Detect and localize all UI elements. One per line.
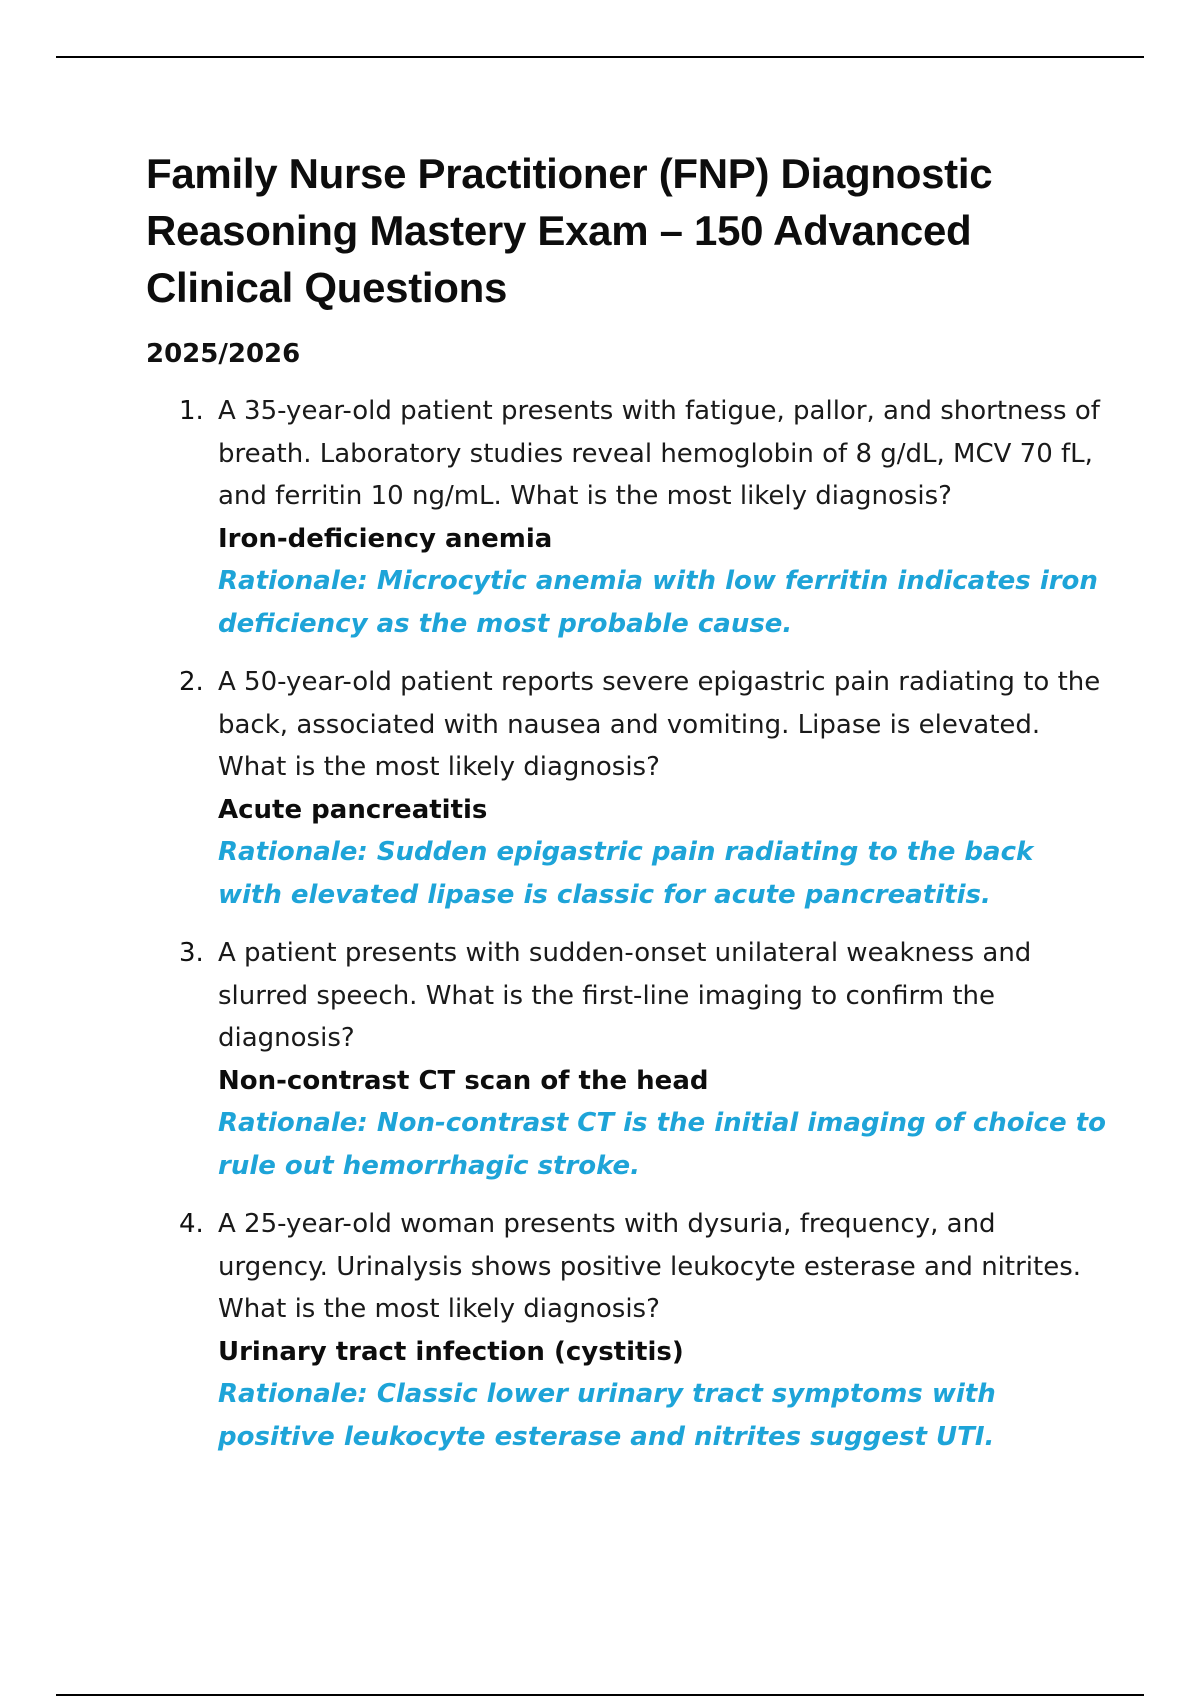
top-rule (56, 56, 1144, 58)
question-item (146, 1203, 1106, 1458)
question-text: A 25-year-old woman presents with dysuria, frequency, and urgency. Urinalysis shows positive leukocyte esterase and nitrites. What is the most likely diagnosis? (218, 1209, 1082, 1324)
question-number: 1. (179, 396, 204, 426)
answer-text: Non-contrast CT scan of the head (218, 1065, 709, 1096)
answer-text: Iron-deficiency anemia (218, 523, 553, 554)
document-body (146, 145, 1106, 1474)
rationale-text: Rationale: Classic lower urinary tract symptoms with positive leukocyte esterase and nitrites suggest UTI. (218, 1379, 996, 1452)
question-text: A 35-year-old patient presents with fatigue, pallor, and shortness of breath. Laboratory studies reveal hemoglobin of 8 g/dL, MCV 70 fL, and ferritin 10 ng/mL. What is the most likely diagnosis? (218, 396, 1100, 511)
question-list (146, 390, 1106, 1458)
question-number: 4. (179, 1209, 204, 1239)
question-number: 3. (179, 938, 204, 968)
rationale-text: Rationale: Sudden epigastric pain radiating to the back with elevated lipase is classic for acute pancreatitis. (218, 837, 1034, 910)
document-title: Family Nurse Practitioner (FNP) Diagnostic Reasoning Mastery Exam – 150 Advanced Clinical Questions (146, 150, 993, 311)
document-year: 2025/2026 (146, 339, 301, 369)
bottom-rule (56, 1694, 1144, 1696)
rationale-text: Rationale: Microcytic anemia with low ferritin indicates iron deficiency as the most probable cause. (218, 566, 1098, 639)
question-item (146, 932, 1106, 1187)
question-text: A patient presents with sudden-onset unilateral weakness and slurred speech. What is the first-line imaging to confirm the diagnosis? (218, 938, 1032, 1053)
question-item (146, 661, 1106, 916)
question-text: A 50-year-old patient reports severe epigastric pain radiating to the back, associated with nausea and vomiting. Lipase is elevated. What is the most likely diagnosis? (218, 667, 1101, 782)
answer-text: Urinary tract infection (cystitis) (218, 1336, 684, 1367)
answer-text: Acute pancreatitis (218, 794, 488, 825)
rationale-text: Rationale: Non-contrast CT is the initial imaging of choice to rule out hemorrhagic stroke. (218, 1108, 1106, 1181)
question-item (146, 390, 1106, 645)
question-number: 2. (179, 667, 204, 697)
